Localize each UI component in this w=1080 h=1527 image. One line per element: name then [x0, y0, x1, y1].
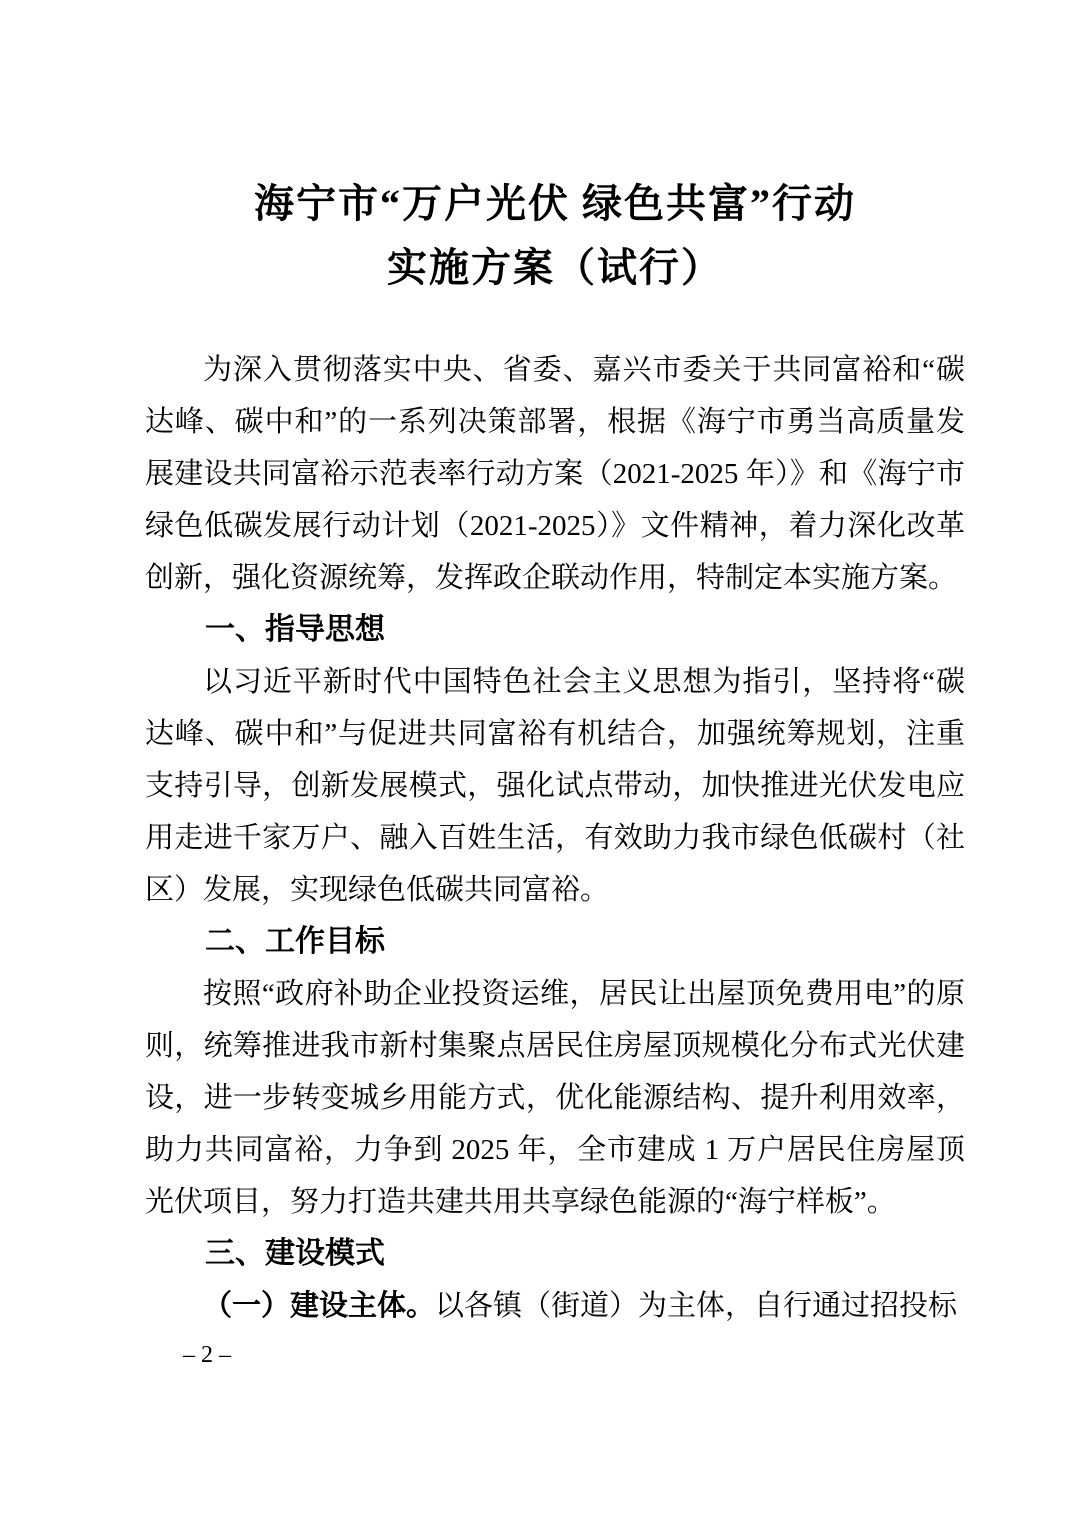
heading-construction-mode: 三、建设模式 — [205, 1237, 385, 1270]
paragraph-preamble: 为深入贯彻落实中央、省委、嘉兴市委关于共同富裕和“碳达峰、碳中和”的一系列决策部署，根据《海宁市勇当高质量发展建设共同富裕示范表率行动方案（2021-2025 年）》和《海宁市绿色低碳发展行动计划（2021-2025）》文件精神，着力深化改革创新，强化资源统筹，发挥政企联动作用，特制定本实施方案。 — [145, 354, 965, 594]
document-title-line2: 实施方案（试行） — [387, 245, 723, 290]
document-body — [145, 344, 965, 1332]
document-content — [145, 172, 965, 1332]
paragraph-lead-label: （一）建设主体。 — [203, 1290, 436, 1322]
page-number: – 2 – — [183, 1342, 231, 1368]
paragraph-guiding-ideology: 以习近平新时代中国特色社会主义思想为指引，坚持将“碳达峰、碳中和”与促进共同富裕有机结合，加强统筹规划，注重支持引导，创新发展模式，强化试点带动，加快推进光伏发电应用走进千家万户、融入百姓生活，有效助力我市绿色低碳村（社区）发展，实现绿色低碳共同富裕。 — [145, 666, 965, 906]
paragraph-construction-subject — [145, 1280, 965, 1332]
document-title-line1: 海宁市“万户光伏 绿色共富”行动 — [254, 181, 856, 226]
heading-guiding-ideology: 一、指导思想 — [205, 613, 385, 646]
paragraph-work-goals: 按照“政府补助企业投资运维，居民让出屋顶免费用电”的原则，统筹推进我市新村集聚点居民住房屋顶规模化分布式光伏建设，进一步转变城乡用能方式，优化能源结构、提升利用效率，助力共同富裕，力争到 2025 年，全市建成 1 万户居民住房屋顶光伏项目，努力打造共建共用共享绿色能源的“海宁样板”。 — [145, 978, 965, 1218]
paragraph-lead-text: 以各镇（街道）为主体，自行通过招投标 — [435, 1290, 958, 1322]
heading-work-goals: 二、工作目标 — [205, 925, 385, 958]
